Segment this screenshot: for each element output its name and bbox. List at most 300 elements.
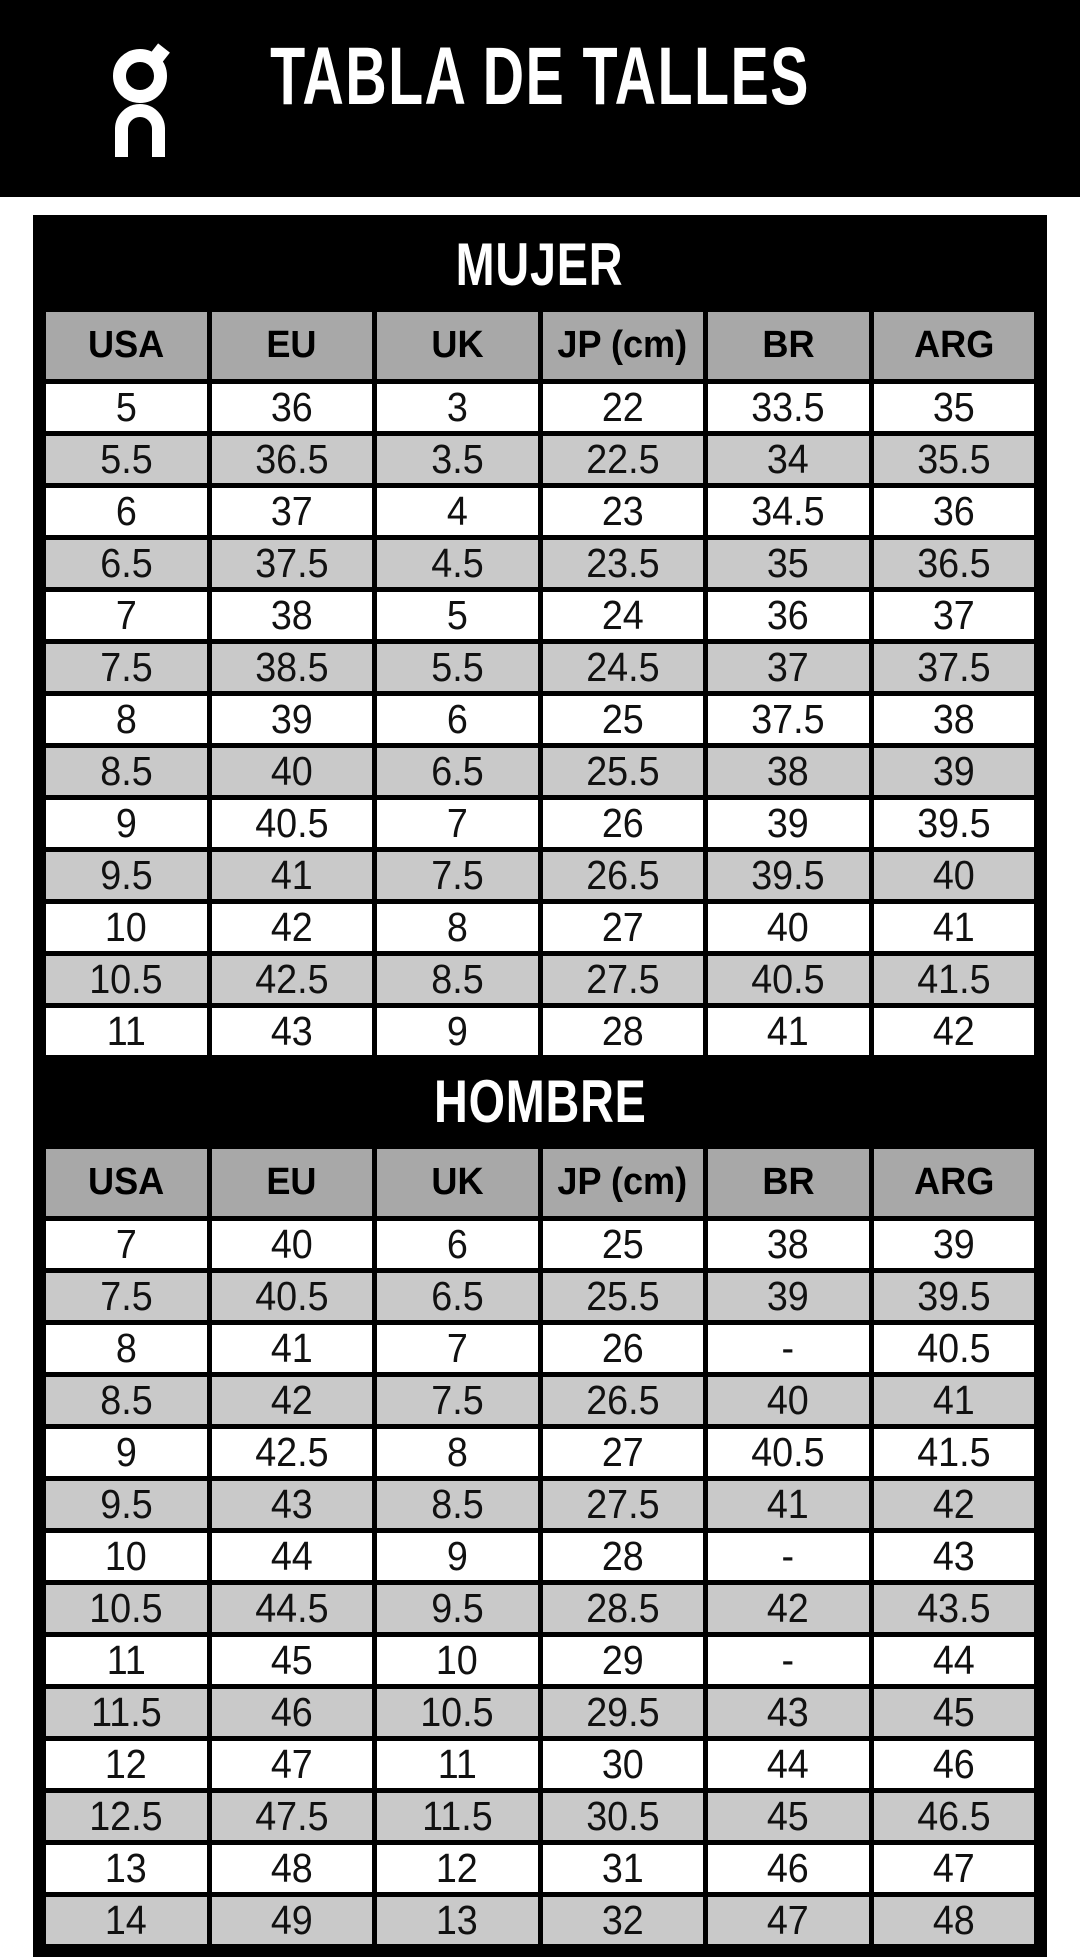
size-value: 41 bbox=[270, 852, 313, 898]
size-cell bbox=[871, 1635, 1037, 1687]
size-cell bbox=[540, 1635, 706, 1687]
size-cell bbox=[375, 1583, 541, 1635]
size-cell bbox=[375, 642, 541, 694]
size-value: 5.5 bbox=[100, 436, 153, 482]
size-cell bbox=[706, 1791, 872, 1843]
size-value: 30 bbox=[601, 1741, 644, 1787]
size-cell bbox=[706, 382, 872, 434]
size-value: 37.5 bbox=[255, 540, 329, 586]
size-cell bbox=[44, 1739, 210, 1791]
size-value: 38 bbox=[270, 592, 313, 638]
size-value: 41 bbox=[767, 1481, 810, 1527]
size-cell bbox=[871, 1427, 1037, 1479]
size-value: 47.5 bbox=[255, 1793, 329, 1839]
size-value: 41 bbox=[932, 1377, 975, 1423]
column-header bbox=[209, 1147, 375, 1219]
size-value: 44 bbox=[932, 1637, 975, 1683]
size-cell bbox=[871, 1271, 1037, 1323]
size-value: 22 bbox=[601, 384, 644, 430]
size-value: 39 bbox=[932, 748, 975, 794]
size-value: 3.5 bbox=[431, 436, 484, 482]
size-value: 43 bbox=[270, 1481, 313, 1527]
size-cell bbox=[375, 486, 541, 538]
size-cell bbox=[375, 538, 541, 590]
size-value: 9 bbox=[115, 800, 137, 846]
size-cell bbox=[209, 434, 375, 486]
size-cell bbox=[706, 1739, 872, 1791]
size-cell bbox=[209, 1687, 375, 1739]
size-value: 30.5 bbox=[586, 1793, 660, 1839]
size-cell bbox=[871, 1687, 1037, 1739]
size-value: 47 bbox=[932, 1845, 975, 1891]
size-value: 27.5 bbox=[586, 1481, 660, 1527]
column-header-row bbox=[44, 1147, 1037, 1219]
size-cell bbox=[209, 1635, 375, 1687]
size-value: 8.5 bbox=[100, 748, 153, 794]
size-value: 45 bbox=[767, 1793, 810, 1839]
size-value: 39 bbox=[270, 696, 313, 742]
size-cell bbox=[44, 1791, 210, 1843]
size-cell bbox=[44, 1583, 210, 1635]
size-value: 14 bbox=[105, 1897, 148, 1943]
size-value: 9.5 bbox=[431, 1585, 484, 1631]
size-value: 39.5 bbox=[917, 1273, 991, 1319]
size-chart bbox=[33, 215, 1047, 1957]
size-cell bbox=[209, 1375, 375, 1427]
size-value: 25.5 bbox=[586, 748, 660, 794]
table-row bbox=[44, 694, 1037, 746]
size-cell bbox=[209, 1531, 375, 1583]
size-value: 10 bbox=[436, 1637, 479, 1683]
size-value: 43 bbox=[270, 1008, 313, 1054]
size-cell bbox=[540, 538, 706, 590]
size-cell bbox=[44, 1895, 210, 1947]
size-value: 36 bbox=[932, 488, 975, 534]
size-value: 38.5 bbox=[255, 644, 329, 690]
size-cell bbox=[706, 434, 872, 486]
size-cell bbox=[209, 1427, 375, 1479]
table-row bbox=[44, 1583, 1037, 1635]
column-header bbox=[209, 310, 375, 382]
size-value: 36 bbox=[270, 384, 313, 430]
size-cell bbox=[871, 850, 1037, 902]
size-value: 45 bbox=[932, 1689, 975, 1735]
size-cell bbox=[375, 434, 541, 486]
size-value: 39 bbox=[767, 800, 810, 846]
spacer bbox=[0, 197, 1080, 215]
table-row bbox=[44, 1739, 1037, 1791]
size-value: 26 bbox=[601, 1325, 644, 1371]
column-header-label: JP (cm) bbox=[557, 324, 688, 366]
size-cell bbox=[209, 850, 375, 902]
size-cell bbox=[209, 798, 375, 850]
size-cell bbox=[871, 642, 1037, 694]
size-value: 42.5 bbox=[255, 956, 329, 1002]
size-cell bbox=[871, 1583, 1037, 1635]
size-value: 9 bbox=[446, 1533, 468, 1579]
size-cell bbox=[44, 746, 210, 798]
size-value: 6 bbox=[446, 1221, 468, 1267]
size-value: 34 bbox=[767, 436, 810, 482]
size-value: 26.5 bbox=[586, 1377, 660, 1423]
size-cell bbox=[871, 1739, 1037, 1791]
size-value: 27 bbox=[601, 1429, 644, 1475]
size-value: 43 bbox=[767, 1689, 810, 1735]
size-value: 27 bbox=[601, 904, 644, 950]
size-cell bbox=[44, 1843, 210, 1895]
size-value: 8 bbox=[446, 1429, 468, 1475]
size-value: 8 bbox=[115, 1325, 137, 1371]
size-cell bbox=[44, 694, 210, 746]
size-cell bbox=[706, 1635, 872, 1687]
size-value: 44 bbox=[767, 1741, 810, 1787]
size-value: 49 bbox=[270, 1897, 313, 1943]
table-row bbox=[44, 1006, 1037, 1058]
size-cell bbox=[871, 1895, 1037, 1947]
size-cell bbox=[540, 746, 706, 798]
size-value: 48 bbox=[932, 1897, 975, 1943]
size-value: 23.5 bbox=[586, 540, 660, 586]
table-row bbox=[44, 1635, 1037, 1687]
size-value: 13 bbox=[436, 1897, 479, 1943]
size-cell bbox=[375, 590, 541, 642]
column-header-label: UK bbox=[431, 324, 484, 366]
size-cell bbox=[540, 1895, 706, 1947]
size-value: 5.5 bbox=[431, 644, 484, 690]
size-value: 43 bbox=[932, 1533, 975, 1579]
size-cell bbox=[209, 746, 375, 798]
size-value: 22.5 bbox=[586, 436, 660, 482]
size-cell bbox=[375, 1895, 541, 1947]
table-row bbox=[44, 1843, 1037, 1895]
size-value: 4.5 bbox=[431, 540, 484, 586]
size-value: 29 bbox=[601, 1637, 644, 1683]
size-cell bbox=[871, 486, 1037, 538]
size-cell bbox=[706, 1219, 872, 1271]
column-header-row bbox=[44, 310, 1037, 382]
size-value: 41.5 bbox=[917, 1429, 991, 1475]
size-cell bbox=[209, 1895, 375, 1947]
size-value: 9.5 bbox=[100, 852, 153, 898]
section-header-mujer bbox=[41, 223, 1039, 307]
size-value: 38 bbox=[932, 696, 975, 742]
column-header-label: ARG bbox=[913, 324, 994, 366]
size-value: 42 bbox=[270, 1377, 313, 1423]
size-value: 5 bbox=[115, 384, 137, 430]
size-cell bbox=[44, 1219, 210, 1271]
size-value: 43.5 bbox=[917, 1585, 991, 1631]
size-value: 28 bbox=[601, 1008, 644, 1054]
size-table-mujer bbox=[41, 307, 1039, 1060]
table-row bbox=[44, 1375, 1037, 1427]
column-header-label: BR bbox=[762, 324, 815, 366]
size-value: 37.5 bbox=[751, 696, 825, 742]
size-value: 7.5 bbox=[431, 852, 484, 898]
app-header bbox=[0, 0, 1080, 197]
column-header-label: EU bbox=[266, 1161, 317, 1203]
size-cell bbox=[540, 694, 706, 746]
size-cell bbox=[209, 1583, 375, 1635]
size-cell bbox=[44, 850, 210, 902]
column-header bbox=[375, 1147, 541, 1219]
size-cell bbox=[375, 746, 541, 798]
size-cell bbox=[706, 850, 872, 902]
size-value: 10 bbox=[105, 904, 148, 950]
size-cell bbox=[706, 1323, 872, 1375]
section-header-hombre bbox=[41, 1060, 1039, 1144]
table-row bbox=[44, 434, 1037, 486]
size-cell bbox=[375, 1219, 541, 1271]
size-value: 7 bbox=[115, 592, 137, 638]
size-value: 3 bbox=[446, 384, 468, 430]
size-value: 27.5 bbox=[586, 956, 660, 1002]
size-cell bbox=[706, 486, 872, 538]
size-value: 9.5 bbox=[100, 1481, 153, 1527]
column-header-label: EU bbox=[266, 324, 317, 366]
column-header bbox=[44, 1147, 210, 1219]
table-row bbox=[44, 382, 1037, 434]
column-header bbox=[706, 1147, 872, 1219]
size-cell bbox=[375, 1739, 541, 1791]
column-header bbox=[871, 1147, 1037, 1219]
size-cell bbox=[44, 642, 210, 694]
size-value: 9 bbox=[446, 1008, 468, 1054]
size-cell bbox=[706, 1843, 872, 1895]
size-cell bbox=[706, 1375, 872, 1427]
size-cell bbox=[540, 1427, 706, 1479]
size-cell bbox=[44, 382, 210, 434]
size-cell bbox=[375, 1427, 541, 1479]
size-cell bbox=[44, 486, 210, 538]
size-value: 25 bbox=[601, 1221, 644, 1267]
size-value: 8.5 bbox=[431, 1481, 484, 1527]
size-value: 7.5 bbox=[100, 1273, 153, 1319]
size-cell bbox=[706, 902, 872, 954]
size-cell bbox=[706, 1479, 872, 1531]
size-cell bbox=[706, 694, 872, 746]
table-row bbox=[44, 746, 1037, 798]
size-cell bbox=[871, 954, 1037, 1006]
size-cell bbox=[540, 590, 706, 642]
size-cell bbox=[871, 538, 1037, 590]
column-header bbox=[44, 310, 210, 382]
size-cell bbox=[540, 486, 706, 538]
size-cell bbox=[375, 1006, 541, 1058]
size-value: 44 bbox=[270, 1533, 313, 1579]
size-cell bbox=[44, 1427, 210, 1479]
size-value: 24.5 bbox=[586, 644, 660, 690]
size-value: 36.5 bbox=[917, 540, 991, 586]
size-table-hombre bbox=[41, 1144, 1039, 1949]
table-row bbox=[44, 1427, 1037, 1479]
size-cell bbox=[706, 538, 872, 590]
size-value: 36 bbox=[767, 592, 810, 638]
size-value: 40.5 bbox=[751, 956, 825, 1002]
size-value: 6 bbox=[446, 696, 468, 742]
size-value: 48 bbox=[270, 1845, 313, 1891]
size-cell bbox=[871, 1791, 1037, 1843]
size-cell bbox=[706, 642, 872, 694]
size-value: 26.5 bbox=[586, 852, 660, 898]
size-cell bbox=[44, 954, 210, 1006]
size-value: 23 bbox=[601, 488, 644, 534]
table-row bbox=[44, 1323, 1037, 1375]
size-value: 37 bbox=[932, 592, 975, 638]
size-cell bbox=[375, 1531, 541, 1583]
size-cell bbox=[871, 1375, 1037, 1427]
size-cell bbox=[375, 694, 541, 746]
size-value: 6.5 bbox=[431, 748, 484, 794]
size-cell bbox=[706, 1895, 872, 1947]
size-value: 39 bbox=[932, 1221, 975, 1267]
size-cell bbox=[375, 1635, 541, 1687]
size-cell bbox=[540, 1219, 706, 1271]
table-row bbox=[44, 590, 1037, 642]
size-value: 40.5 bbox=[751, 1429, 825, 1475]
table-row bbox=[44, 850, 1037, 902]
size-cell bbox=[209, 1006, 375, 1058]
size-value: 24 bbox=[601, 592, 644, 638]
size-value: 39.5 bbox=[751, 852, 825, 898]
size-value: 11.5 bbox=[90, 1689, 162, 1735]
size-value: 41 bbox=[270, 1325, 313, 1371]
size-cell bbox=[540, 850, 706, 902]
size-cell bbox=[540, 902, 706, 954]
table-row bbox=[44, 1895, 1037, 1947]
column-header bbox=[871, 310, 1037, 382]
size-value: 33.5 bbox=[751, 384, 825, 430]
size-cell bbox=[44, 1323, 210, 1375]
size-value: 29.5 bbox=[586, 1689, 660, 1735]
size-cell bbox=[871, 590, 1037, 642]
size-cell bbox=[209, 694, 375, 746]
size-cell bbox=[871, 694, 1037, 746]
column-header-label: USA bbox=[88, 324, 165, 366]
size-cell bbox=[871, 902, 1037, 954]
size-cell bbox=[540, 1791, 706, 1843]
size-cell bbox=[540, 1583, 706, 1635]
size-cell bbox=[540, 1006, 706, 1058]
size-value: 37 bbox=[270, 488, 313, 534]
size-value: 46 bbox=[270, 1689, 313, 1735]
size-value: 7 bbox=[446, 1325, 468, 1371]
size-value: 28.5 bbox=[586, 1585, 660, 1631]
size-cell bbox=[375, 1687, 541, 1739]
size-value: - bbox=[781, 1325, 795, 1371]
size-cell bbox=[209, 1739, 375, 1791]
size-value: 40 bbox=[270, 748, 313, 794]
table-row bbox=[44, 642, 1037, 694]
table-row bbox=[44, 1219, 1037, 1271]
size-cell bbox=[540, 1271, 706, 1323]
size-value: 47 bbox=[767, 1897, 810, 1943]
size-value: 35.5 bbox=[917, 436, 991, 482]
size-cell bbox=[540, 642, 706, 694]
column-header-label: UK bbox=[431, 1161, 484, 1203]
size-value: 39 bbox=[767, 1273, 810, 1319]
size-value: 8 bbox=[115, 696, 137, 742]
size-value: 8.5 bbox=[100, 1377, 153, 1423]
size-value: 41 bbox=[932, 904, 975, 950]
size-value: 25.5 bbox=[586, 1273, 660, 1319]
section-title: MUJER bbox=[456, 231, 624, 298]
size-value: 37.5 bbox=[917, 644, 991, 690]
size-value: 46.5 bbox=[917, 1793, 991, 1839]
size-value: 4 bbox=[446, 488, 468, 534]
size-cell bbox=[44, 1006, 210, 1058]
size-value: 42 bbox=[932, 1008, 975, 1054]
table-row bbox=[44, 486, 1037, 538]
table-row bbox=[44, 538, 1037, 590]
size-cell bbox=[871, 1531, 1037, 1583]
size-value: 38 bbox=[767, 748, 810, 794]
size-cell bbox=[375, 1843, 541, 1895]
size-value: 46 bbox=[932, 1741, 975, 1787]
size-value: 40.5 bbox=[255, 1273, 329, 1319]
size-value: 6.5 bbox=[431, 1273, 484, 1319]
size-value: 28 bbox=[601, 1533, 644, 1579]
size-cell bbox=[209, 538, 375, 590]
size-cell bbox=[375, 954, 541, 1006]
table-row bbox=[44, 902, 1037, 954]
size-cell bbox=[44, 1635, 210, 1687]
size-value: 7 bbox=[446, 800, 468, 846]
size-value: 31 bbox=[601, 1845, 644, 1891]
size-cell bbox=[209, 590, 375, 642]
size-cell bbox=[209, 1323, 375, 1375]
size-cell bbox=[375, 1323, 541, 1375]
table-row bbox=[44, 1271, 1037, 1323]
size-cell bbox=[540, 1687, 706, 1739]
size-value: 8 bbox=[446, 904, 468, 950]
size-cell bbox=[375, 1479, 541, 1531]
table-row bbox=[44, 1791, 1037, 1843]
size-cell bbox=[209, 382, 375, 434]
size-cell bbox=[871, 1219, 1037, 1271]
size-cell bbox=[209, 1843, 375, 1895]
size-cell bbox=[209, 1479, 375, 1531]
size-value: 40.5 bbox=[917, 1325, 991, 1371]
size-cell bbox=[44, 1531, 210, 1583]
size-value: 36.5 bbox=[255, 436, 329, 482]
size-cell bbox=[540, 1843, 706, 1895]
table-row bbox=[44, 954, 1037, 1006]
size-value: 12 bbox=[105, 1741, 148, 1787]
size-cell bbox=[706, 1531, 872, 1583]
size-value: 38 bbox=[767, 1221, 810, 1267]
size-value: 34.5 bbox=[751, 488, 825, 534]
size-value: 32 bbox=[601, 1897, 644, 1943]
size-value: 42 bbox=[270, 904, 313, 950]
size-value: 41 bbox=[767, 1008, 810, 1054]
size-value: 41.5 bbox=[917, 956, 991, 1002]
size-cell bbox=[706, 1006, 872, 1058]
size-cell bbox=[540, 1531, 706, 1583]
size-value: 10.5 bbox=[420, 1689, 494, 1735]
size-cell bbox=[706, 798, 872, 850]
size-value: 40 bbox=[932, 852, 975, 898]
size-value: 10.5 bbox=[89, 956, 163, 1002]
size-cell bbox=[375, 1791, 541, 1843]
column-header-label: BR bbox=[762, 1161, 815, 1203]
size-cell bbox=[44, 1375, 210, 1427]
column-header-label: USA bbox=[88, 1161, 165, 1203]
size-value: 11 bbox=[437, 1741, 477, 1787]
size-cell bbox=[706, 1583, 872, 1635]
size-cell bbox=[706, 1687, 872, 1739]
column-header bbox=[540, 310, 706, 382]
size-cell bbox=[706, 1427, 872, 1479]
